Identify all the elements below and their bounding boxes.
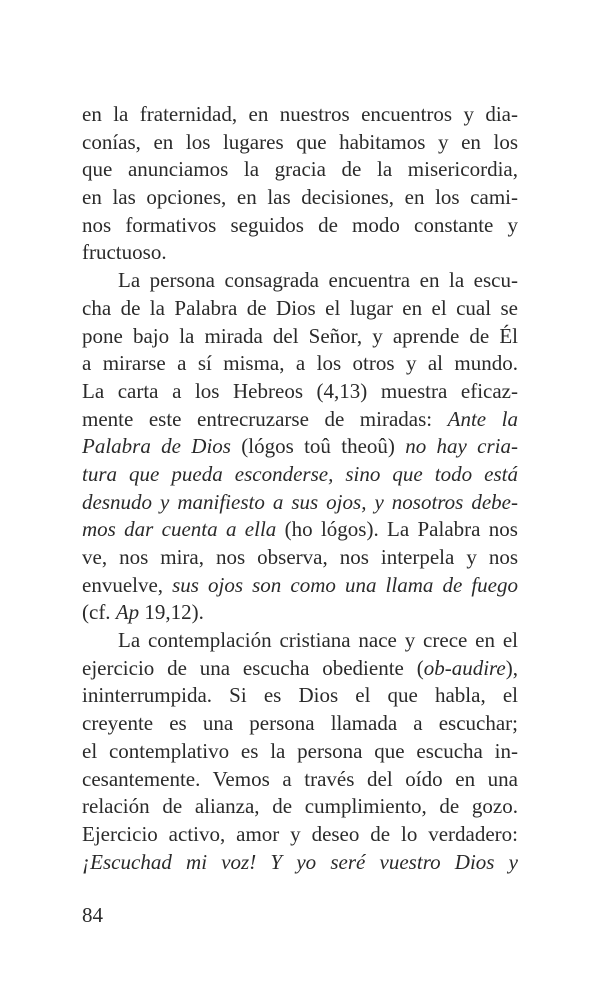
text-line	[82, 101, 518, 129]
text-segment: creyente es una persona llamada a escuchar;	[82, 711, 518, 736]
italic-text: tura que pueda esconderse, sino que todo está	[82, 461, 518, 486]
text-line	[82, 184, 518, 212]
text-segment: el contemplativo es la persona que escucha in-	[82, 738, 518, 763]
text-line	[82, 627, 518, 655]
text-segment: conías, en los lugares que habitamos y en los	[82, 129, 518, 154]
text-line	[82, 433, 518, 461]
text-line	[82, 323, 518, 351]
text-line	[82, 544, 518, 572]
italic-text: Palabra de Dios	[82, 434, 231, 459]
text-segment: (ho lógos). La Palabra nos	[276, 517, 518, 542]
text-line	[82, 406, 518, 434]
text-line	[82, 655, 518, 683]
text-line	[82, 267, 518, 295]
text-segment: La persona consagrada encuentra en la escu-	[118, 268, 518, 293]
text-segment: nos formativos seguidos de modo constante y	[82, 212, 518, 237]
text-segment: cha de la Palabra de Dios el lugar en el cual se	[82, 295, 518, 320]
italic-text: sus ojos son como una llama de fuego	[172, 572, 518, 597]
text-line	[82, 599, 518, 627]
text-segment: envuelve,	[82, 572, 173, 597]
text-segment: 19,12).	[139, 600, 204, 625]
text-segment: (cf.	[82, 600, 116, 625]
text-line	[82, 849, 518, 877]
text-segment: en las opciones, en las decisiones, en los cami-	[82, 185, 518, 210]
italic-text: mos dar cuenta a ella	[82, 517, 277, 542]
text-line	[82, 710, 518, 738]
text-line	[82, 682, 518, 710]
text-segment: La carta a los Hebreos (4,13) muestra eficaz-	[82, 378, 518, 403]
text-line	[82, 212, 518, 240]
italic-text: ¡Escuchad mi voz! Y yo seré vuestro Dios y	[82, 849, 518, 874]
text-line	[82, 350, 518, 378]
italic-text: Ap	[115, 600, 140, 625]
text-segment: cesantemente. Vemos a través del oído en una	[82, 766, 518, 791]
text-segment: ininterrumpida. Si es Dios el que habla, el	[82, 683, 518, 708]
text-line	[82, 295, 518, 323]
text-line	[82, 129, 518, 157]
italic-text: ob-audire	[423, 655, 506, 680]
text-segment: fructuoso.	[82, 240, 167, 265]
text-segment: relación de alianza, de cumplimiento, de gozo.	[82, 794, 518, 819]
text-line	[82, 461, 518, 489]
text-segment: (lógos toû theoû)	[230, 434, 406, 459]
page-number: 84	[82, 903, 103, 927]
text-line	[82, 516, 518, 544]
text-segment: a mirarse a sí misma, a los otros y al mundo.	[82, 351, 518, 376]
text-segment: que anunciamos la gracia de la misericordia,	[82, 157, 518, 182]
italic-text: desnudo y manifiesto a sus ojos, y nosotros debe-	[82, 489, 518, 514]
italic-text: Ante la	[447, 406, 518, 431]
text-segment: mente este entrecruzarse de miradas:	[82, 406, 448, 431]
text-segment: pone bajo la mirada del Señor, y aprende de Él	[82, 323, 518, 348]
text-line	[82, 821, 518, 849]
text-line	[82, 239, 518, 267]
text-line	[82, 793, 518, 821]
text-segment: en la fraternidad, en nuestros encuentros y dia-	[82, 102, 518, 126]
italic-text: no hay cria-	[405, 434, 518, 459]
text-segment: ve, nos mira, nos observa, nos interpela y nos	[82, 545, 518, 569]
text-segment: La contemplación cristiana nace y crece en el	[118, 628, 518, 653]
text-line	[82, 766, 518, 794]
body-text	[82, 101, 518, 876]
text-line	[82, 489, 518, 517]
text-line	[82, 156, 518, 184]
text-segment: ),	[505, 655, 518, 680]
text-segment: ejercicio de una escucha obediente (	[82, 655, 424, 680]
text-line	[82, 738, 518, 766]
text-segment: Ejercicio activo, amor y deseo de lo verdadero:	[82, 821, 518, 846]
text-line	[82, 378, 518, 406]
text-line	[82, 572, 518, 600]
